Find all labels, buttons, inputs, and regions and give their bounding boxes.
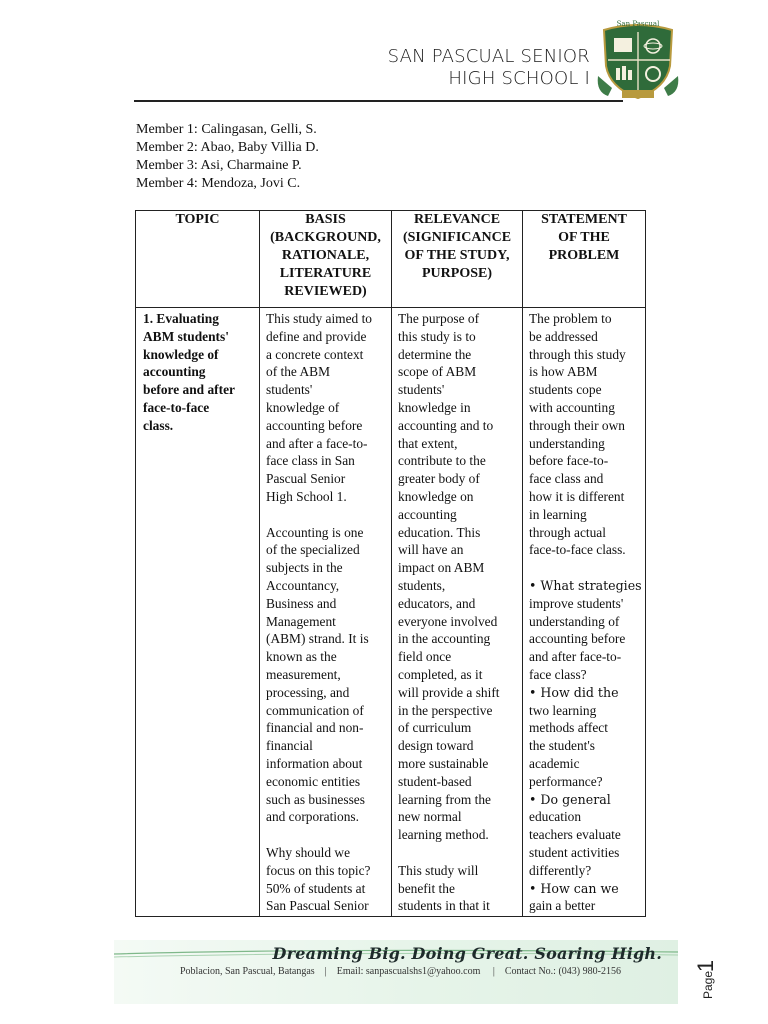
separator: | bbox=[492, 966, 495, 977]
problem-bullet: • Do general education teachers evaluate student activities differently? bbox=[529, 791, 621, 878]
school-contact-number: Contact No.: (043) 980-2156 bbox=[504, 966, 621, 977]
school-seal-logo bbox=[594, 16, 682, 102]
page-number-value: 1 bbox=[693, 959, 719, 973]
basis-paragraph: Accounting is one of the specialized subjects in the Accountancy, Business and Management (ABM) strand. It is known as the measurement, processing, and communication of financial and non- financial information about economic entities such as businesses and corporations. bbox=[266, 524, 369, 825]
member-list bbox=[136, 121, 319, 193]
member-line: Member 1: Calingasan, Gelli, S. bbox=[136, 122, 317, 137]
cell-basis bbox=[266, 310, 390, 917]
header-row-divider bbox=[136, 307, 645, 308]
member-line: Member 2: Abao, Baby Villia D. bbox=[136, 140, 319, 155]
basis-paragraph: Why should we focus on this topic? 50% of students at San Pascual Senior bbox=[266, 844, 371, 914]
book-icon bbox=[614, 38, 632, 52]
cell-topic: 1. Evaluating ABM students' knowledge of accounting before and after face-to-face class. bbox=[143, 311, 235, 433]
separator: | bbox=[324, 966, 327, 977]
school-email: Email: sanpascualshs1@yahoo.com bbox=[336, 966, 481, 977]
page-label: Page bbox=[701, 970, 715, 999]
basis-paragraph: This study aimed to define and provide a concrete context of the ABM students' knowledge of accounting before and after a face-to- face class in San Pascual Senior High School 1. bbox=[266, 311, 373, 504]
header-relevance: RELEVANCE (SIGNIFICANCE OF THE STUDY, PURPOSE) bbox=[402, 212, 512, 281]
school-name-line1: SAN PASCUAL SENIOR bbox=[387, 46, 590, 67]
seal-text: San Pascual bbox=[616, 20, 660, 28]
document-footer bbox=[114, 940, 678, 1004]
school-name bbox=[388, 46, 590, 90]
problem-intro: The problem to be addressed through this study is how ABM students cope with accounting through their own understanding before face-to- face class and how it is different in learning through actual face-to-face class. bbox=[529, 311, 626, 558]
cell-statement-of-problem bbox=[529, 310, 645, 915]
member-line: Member 4: Mendoza, Jovi C. bbox=[136, 176, 301, 191]
school-motto: Dreaming Big. Doing Great. Soaring High. bbox=[272, 944, 662, 963]
header-topic: TOPIC bbox=[175, 212, 220, 227]
cell-relevance bbox=[398, 310, 520, 917]
problem-bullet: • How did the two learning methods affect the student's academic performance? bbox=[529, 684, 619, 789]
header-statement-of-problem: STATEMENT OF THE PROBLEM bbox=[541, 212, 627, 263]
school-address: Poblacion, San Pascual, Batangas bbox=[180, 966, 315, 977]
column-divider bbox=[522, 211, 523, 916]
contact-line bbox=[180, 966, 621, 977]
relevance-paragraph: The purpose of this study is to determine the scope of ABM students' knowledge in accounting and to that extent, contribute to the greater body of knowledge on accounting education. This will have an impact on ABM students, educators, and everyone involved in the accounting field once completed, as it will provide a shift in the perspective of curriculum design toward more sustainable student-based learning from the new normal learning method. bbox=[398, 311, 500, 843]
laurel-left bbox=[598, 76, 612, 96]
research-topic-table bbox=[135, 210, 646, 917]
school-name-line2: HIGH SCHOOL I bbox=[448, 68, 590, 89]
problem-bullet: • What strategies improve students' understanding of accounting before and after face-to- face class? bbox=[529, 577, 642, 682]
header-divider bbox=[134, 100, 623, 102]
member-line: Member 3: Asi, Charmaine P. bbox=[136, 158, 302, 173]
relevance-paragraph: This study will benefit the students in that it bbox=[398, 862, 490, 914]
page-number bbox=[694, 943, 724, 1003]
header-basis: BASIS (BACKGROUND, RATIONALE, LITERATURE REVIEWED) bbox=[270, 212, 381, 299]
column-divider bbox=[259, 211, 260, 916]
problem-bullet: • How can we gain a better bbox=[529, 880, 619, 914]
column-divider bbox=[391, 211, 392, 916]
laurel-right bbox=[664, 76, 678, 96]
